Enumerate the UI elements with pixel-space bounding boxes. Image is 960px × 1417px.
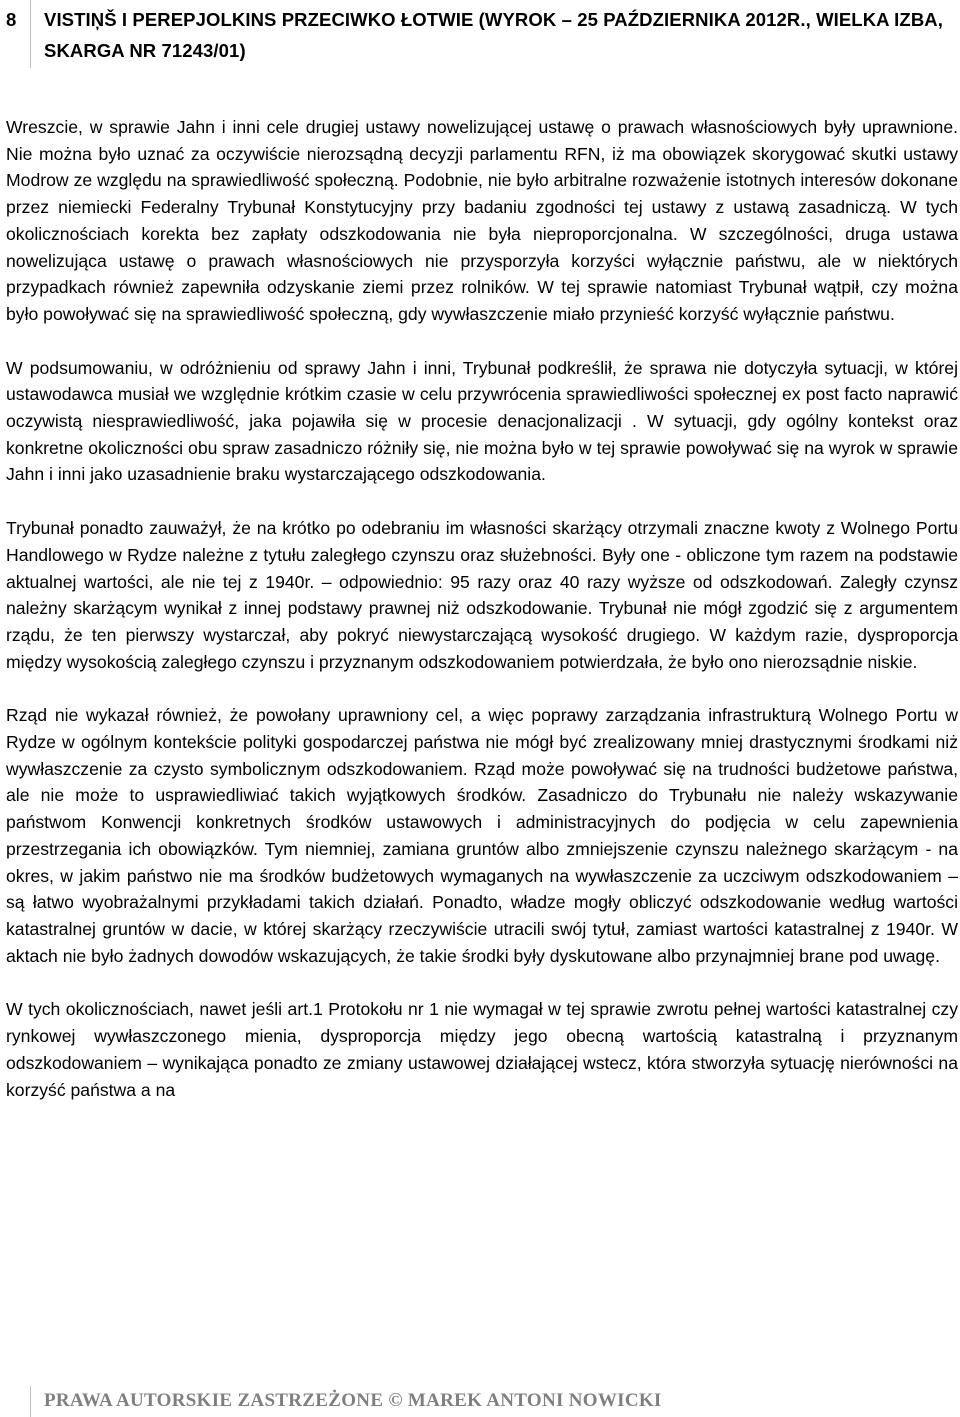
document-body [6,114,958,1103]
page-footer [0,1382,960,1417]
copyright-notice: PRAWA AUTORSKIE ZASTRZEŻONE © MAREK ANTONI NOWICKI [44,1390,662,1411]
header-divider [30,0,31,68]
page-header [0,0,960,70]
running-title: VISTIŅŠ I PEREPJOLKINS PRZECIWKO ŁOTWIE (WYROK – 25 PAŹDZIERNIKA 2012R., WIELKA IZBA, SKARGA NR 71243/01) [44,9,943,61]
footer-divider [30,1386,31,1417]
paragraph-2: W podsumowaniu, w odróżnieniu od sprawy Jahn i inni, Trybunał podkreślił, że sprawa nie dotyczyła sytuacji, w której ustawodawca musiał we względnie krótkim czasie w celu przywrócenia sprawiedliwości społecznej ex post facto naprawić oczywistą niesprawiedliwość, jaka pojawiła się w procesie denacjonalizacji . W sytuacji, gdy ogólny kontekst oraz konkretne okoliczności obu spraw zasadniczo różniły się, nie można było w tej sprawie powoływać się na wyrok w sprawie Jahn i inni jako uzasadnienie braku wystarczającego odszkodowania. [6,357,958,485]
paragraph-1: Wreszcie, w sprawie Jahn i inni cele drugiej ustawy nowelizującej ustawę o prawach własnościowych były uprawnione. Nie można było uznać za oczywiście nierozsądną decyzji parlamentu RFN, iż ma obowiązek skorygować skutki ustawy Modrow ze względu na sprawiedliwość społeczną. Podobnie, nie było arbitralne rozważenie istotnych interesów dokonane przez niemiecki Federalny Trybunał Konstytucyjny przy badaniu zgodności tej ustawy z ustawą zasadniczą. W tych okolicznościach korekta bez zapłaty odszkodowania nie była nieproporcjonalna. W szczególności, druga ustawa nowelizująca ustawę o prawach własnościowych nie przysporzyła korzyści wyłącznie państwu, ale w niektórych przypadkach również zapewniła odzyskanie ziemi przez rolników. W tej sprawie natomiast Trybunał wątpił, czy można było powoływać się na sprawiedliwość społeczną, gdy wywłaszczenie miało przynieść korzyść wyłącznie państwu. [6,117,958,324]
page-number: 8 [6,9,17,30]
paragraph-3: Trybunał ponadto zauważył, że na krótko po odebraniu im własności skarżący otrzymali znaczne kwoty z Wolnego Portu Handlowego w Rydze należne z tytułu zaległego czynszu oraz służebności. Były one - obliczone tym razem na podstawie aktualnej wartości, ale nie tej z 1940r. – odpowiednio: 95 razy oraz 40 razy wyższe od odszkodowań. Zaległy czynsz należny skarżącym wynikał z innej podstawy prawnej niż odszkodowanie. Trybunał nie mógł zgodzić się z argumentem rządu, że ten pierwszy wystarczał, aby pokryć niewystarczającą wysokość drugiego. W każdym razie, dysproporcja między wysokością zaległego czynszu i przyznanym odszkodowaniem potwierdzała, że było ono nierozsądnie niskie. [6,518,958,672]
paragraph-5: W tych okolicznościach, nawet jeśli art.1 Protokołu nr 1 nie wymagał w tej sprawie zwrotu pełnej wartości katastralnej czy rynkowej wywłaszczonego mienia, dysproporcja między jego obecną wartością katastralną i przyznanym odszkodowaniem – wynikająca ponadto ze zmiany ustawowej działającej wstecz, która stworzyła sytuację nierówności na korzyść państwa a na [6,999,958,1100]
paragraph-4: Rząd nie wykazał również, że powołany uprawniony cel, a więc poprawy zarządzania infrastrukturą Wolnego Portu w Rydze w ogólnym kontekście polityki gospodarczej państwa nie mógł być zrealizowany mniej drastycznymi środkami niż wywłaszczenie za czysto symbolicznym odszkodowaniem. Rząd może powoływać się na trudności budżetowe państwa, ale nie może to usprawiedliwiać takich wyjątkowych środków. Zasadniczo do Trybunału nie należy wskazywanie państwom Konwencji konkretnych środków ustawowych i administracyjnych do podjęcia w celu zapewnienia przestrzegania ich obowiązków. Tym niemniej, zamiana gruntów albo zmniejszenie czynszu należnego skarżącym - na okres, w jakim państwo nie ma środków budżetowych wymaganych na wywłaszczenie za uczciwym odszkodowaniem – są łatwo wyobrażalnymi przykładami takich działań. Ponadto, władze mogły obliczyć odszkodowanie według wartości katastralnej gruntów w dacie, w której skarżący rzeczywiście utracili swój tytuł, zamiast wartości katastralnej z 1940r. W aktach nie było żadnych dowodów wskazujących, że takie środki były dyskutowane albo przynajmniej brane pod uwagę. [6,705,958,966]
